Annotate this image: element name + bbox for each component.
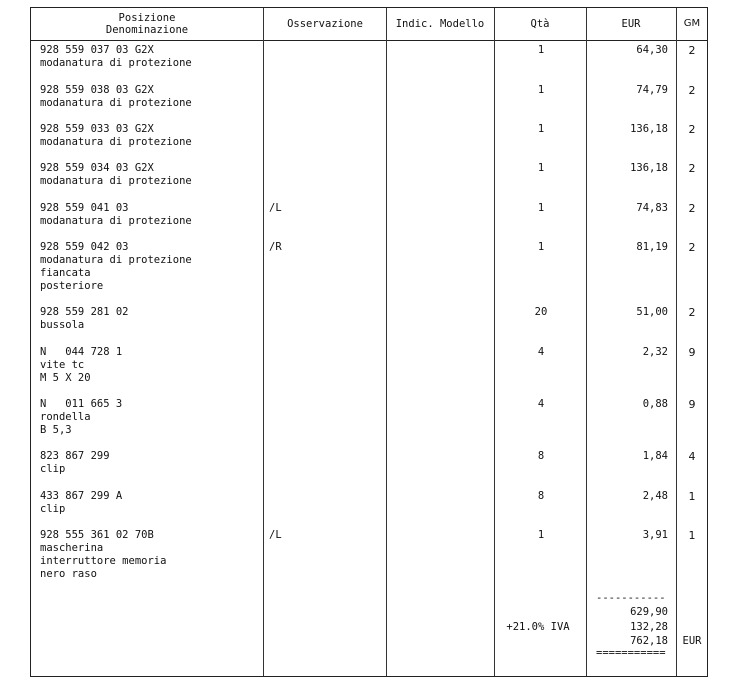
item-quantity: 1 [537,202,545,214]
item-price: 64,30 [636,44,668,56]
header-observation: Osservazione [287,18,363,30]
item-price: 0,88 [642,398,668,410]
item-description [40,490,260,516]
item-gm: 2 [688,44,696,57]
item-part-number: 928 559 037 03 G2X [40,44,154,56]
item-description [40,123,260,149]
item-description [40,202,260,228]
item-description-line: modanatura di protezione [40,175,192,187]
item-price: 74,83 [636,202,668,214]
item-quantity: 4 [537,346,545,358]
item-part-number: 928 559 038 03 G2X [40,84,154,96]
item-description-line: bussola [40,319,85,331]
item-description-line: mascherina [40,542,104,554]
currency-label: EUR [682,635,702,647]
item-observation: /R [269,241,282,253]
item-price: 74,79 [636,84,668,96]
item-description [40,306,260,332]
item-description [40,346,260,385]
iva-value: 132,28 [630,621,668,633]
header-position [31,8,263,40]
item-price: 1,84 [642,450,668,462]
header-qty: Qtà [530,18,550,30]
item-gm: 2 [688,241,696,254]
column-divider [386,8,387,676]
header-pos-label: Posizione [118,12,176,24]
item-gm: 4 [688,450,696,463]
item-quantity: 20 [534,306,548,318]
item-description-line: interruttore memoria [40,555,167,567]
item-part-number: 928 559 281 02 [40,306,129,318]
item-part-number: 928 555 361 02 70B [40,529,154,541]
column-divider [494,8,495,676]
item-description-line: fiancata [40,267,91,279]
item-price: 2,32 [642,346,668,358]
subtotal-value: 629,90 [630,606,668,618]
item-gm: 2 [688,202,696,215]
item-description [40,450,260,476]
header-eur: EUR [621,18,641,30]
iva-label: +21.0% IVA [506,621,570,633]
item-gm: 2 [688,162,696,175]
item-price: 3,91 [642,529,668,541]
item-quantity: 4 [537,398,545,410]
item-price: 81,19 [636,241,668,253]
total-double-rule: =========== [596,647,666,659]
item-description [40,44,260,70]
item-part-number: 433 867 299 A [40,490,123,502]
item-quantity: 1 [537,241,545,253]
item-gm: 2 [688,123,696,136]
total-value: 762,18 [630,635,668,647]
item-description-line: modanatura di protezione [40,215,192,227]
item-description-line: modanatura di protezione [40,254,192,266]
item-gm: 1 [688,529,696,542]
item-description-line: rondella [40,411,91,423]
item-gm: 1 [688,490,696,503]
item-part-number: 928 559 041 03 [40,202,129,214]
item-description-line: modanatura di protezione [40,136,192,148]
item-description [40,84,260,110]
item-quantity: 1 [537,44,545,56]
item-part-number: 823 867 299 [40,450,110,462]
item-description-line: modanatura di protezione [40,97,192,109]
item-description-line: clip [40,463,66,475]
item-part-number: 928 559 033 03 G2X [40,123,154,135]
item-description [40,241,260,293]
item-description [40,529,260,581]
item-description-line: M 5 X 20 [40,372,91,384]
item-price: 51,00 [636,306,668,318]
item-quantity: 1 [537,162,545,174]
item-description [40,398,260,437]
item-description-line: clip [40,503,66,515]
table-header [31,8,707,41]
item-part-number: 928 559 034 03 G2X [40,162,154,174]
item-description-line: B 5,3 [40,424,72,436]
item-description [40,162,260,188]
item-part-number: 928 559 042 03 [40,241,129,253]
item-part-number: N 011 665 3 [40,398,123,410]
item-part-number: N 044 728 1 [40,346,123,358]
column-divider [263,8,264,676]
item-gm: 2 [688,306,696,319]
item-gm: 2 [688,84,696,97]
item-quantity: 8 [537,490,545,502]
item-quantity: 1 [537,123,545,135]
item-description-line: vite tc [40,359,85,371]
item-description-line: nero raso [40,568,97,580]
header-model: Indic. Modello [395,18,485,30]
item-description-line: posteriore [40,280,104,292]
subtotal-rule: ----------- [596,592,666,604]
item-observation: /L [269,529,282,541]
item-description-line: modanatura di protezione [40,57,192,69]
item-quantity: 1 [537,84,545,96]
item-quantity: 8 [537,450,545,462]
column-divider [586,8,587,676]
invoice-table [30,7,708,677]
item-price: 136,18 [630,162,668,174]
item-observation: /L [269,202,282,214]
item-price: 2,48 [642,490,668,502]
item-gm: 9 [688,398,696,411]
item-quantity: 1 [537,529,545,541]
item-price: 136,18 [630,123,668,135]
column-divider [676,8,677,676]
item-gm: 9 [688,346,696,359]
header-den-label: Denominazione [105,24,189,36]
header-gm: GM [683,18,701,29]
